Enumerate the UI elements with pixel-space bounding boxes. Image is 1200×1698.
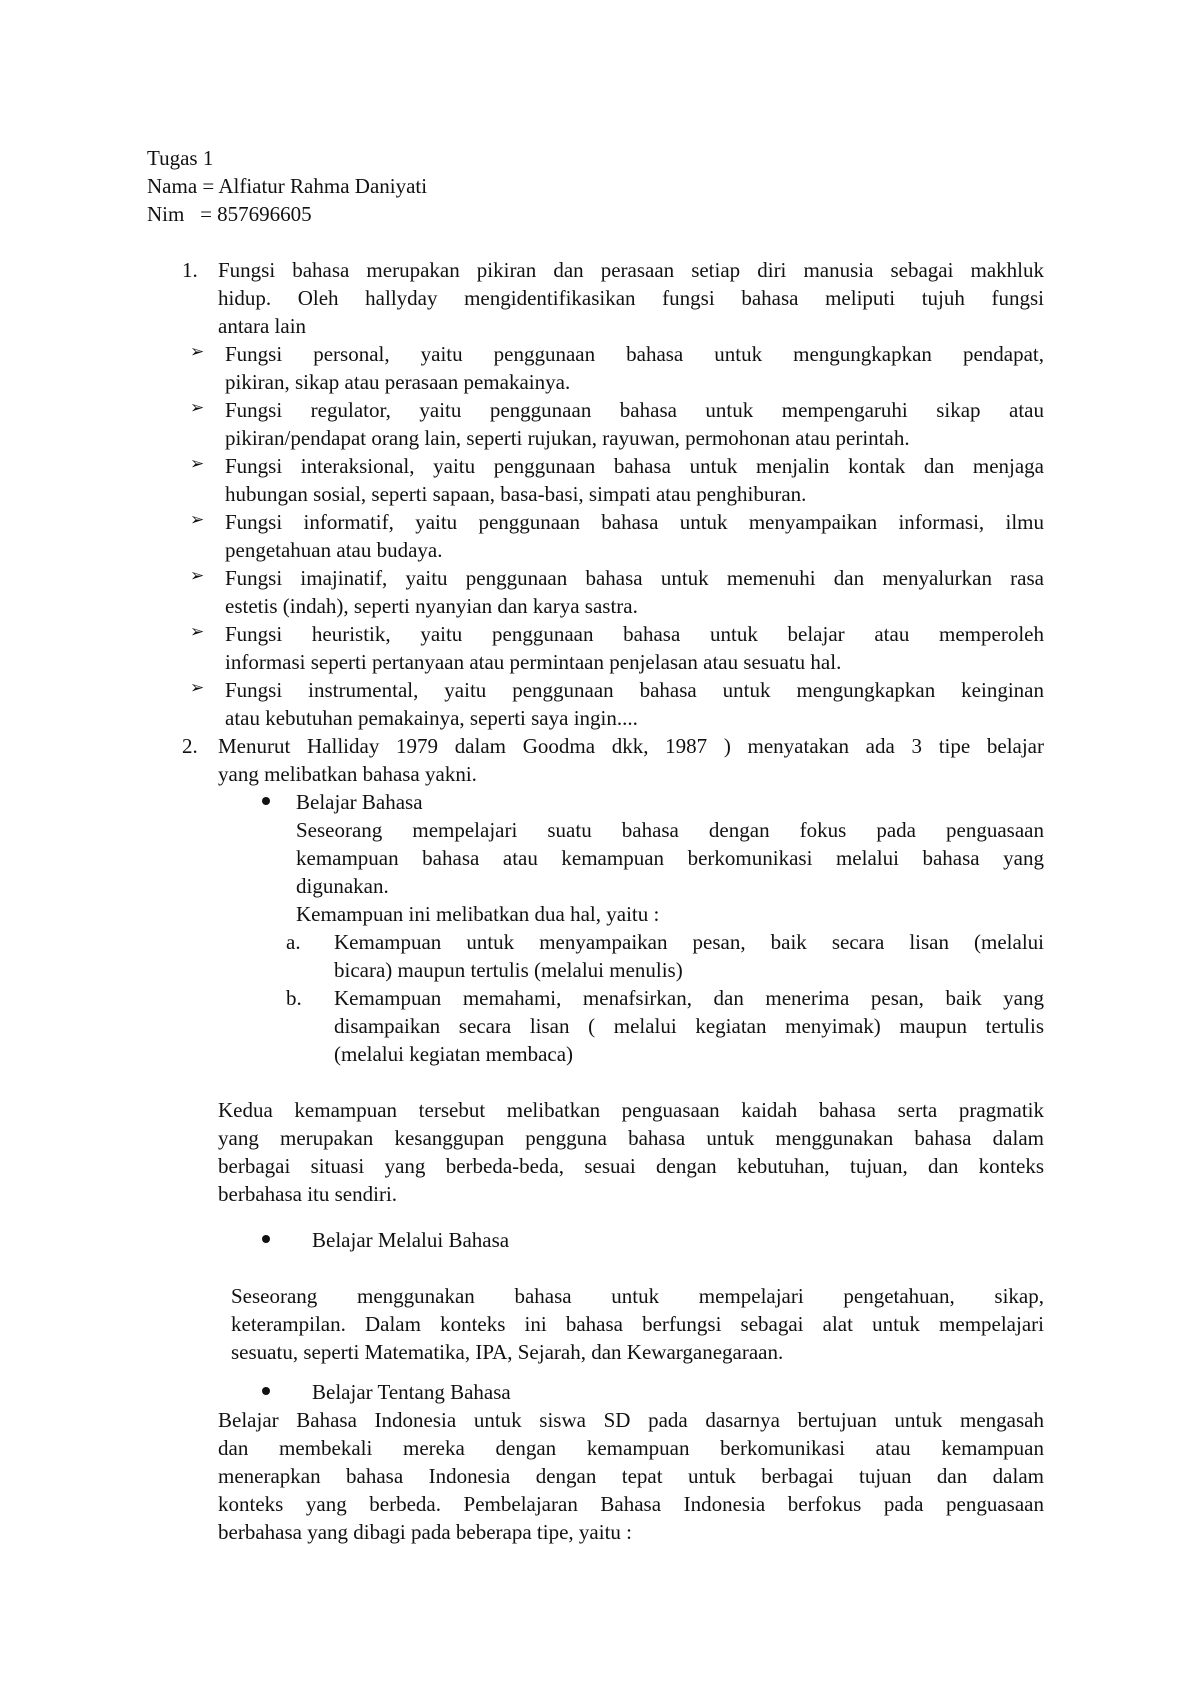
function-imajinatif-line: estetis (indah), seperti nyanyian dan karya sastra. (225, 594, 638, 618)
item-b-marker: b. (286, 986, 302, 1010)
question-1-number: 1. (182, 258, 198, 282)
type-1-desc-line: kemampuan bahasa atau kemampuan berkomunikasi melalui bahasa yang (296, 846, 1044, 870)
question-1-intro-line: antara lain (218, 314, 307, 338)
student-name: Nama = Alfiatur Rahma Daniyati (147, 174, 428, 198)
arrowhead-bullet-icon: ➢ (190, 510, 205, 530)
arrowhead-bullet-icon: ➢ (190, 678, 205, 698)
type-2-desc-line: keterampilan. Dalam konteks ini bahasa berfungsi sebagai alat untuk mempelajari (231, 1312, 1044, 1336)
item-a-marker: a. (286, 930, 301, 954)
function-heuristik-line: Fungsi heuristik, yaitu penggunaan bahasa untuk belajar atau memperoleh (225, 622, 1044, 646)
filled-circle-bullet-icon (262, 1387, 270, 1395)
function-interaksional-line: Fungsi interaksional, yaitu penggunaan bahasa untuk menjalin kontak dan menjaga (225, 454, 1044, 478)
function-personal-line: pikiran, sikap atau perasaan pemakainya. (225, 370, 571, 394)
type-3-desc-line: berbahasa yang dibagi pada beberapa tipe, yaitu : (218, 1520, 632, 1544)
type-3-desc-line: dan membekali mereka dengan kemampuan berkomunikasi atau kemampuan (218, 1436, 1044, 1460)
summary-paragraph-line: berbahasa itu sendiri. (218, 1182, 398, 1206)
type-2-desc-line: Seseorang menggunakan bahasa untuk mempelajari pengetahuan, sikap, (231, 1284, 1044, 1308)
type-3-heading: Belajar Tentang Bahasa (312, 1380, 511, 1404)
type-1-heading: Belajar Bahasa (296, 790, 423, 814)
type-3-desc-line: konteks yang berbeda. Pembelajaran Bahasa Indonesia berfokus pada penguasaan (218, 1492, 1044, 1516)
arrowhead-bullet-icon: ➢ (190, 454, 205, 474)
assignment-title: Tugas 1 (147, 146, 214, 170)
function-instrumental-line: Fungsi instrumental, yaitu penggunaan bahasa untuk mengungkapkan keinginan (225, 678, 1044, 702)
item-a-line: Kemampuan untuk menyampaikan pesan, baik secara lisan (melalui (334, 930, 1044, 954)
type-3-desc-line: menerapkan bahasa Indonesia dengan tepat untuk berbagai tujuan dan dalam (218, 1464, 1044, 1488)
arrowhead-bullet-icon: ➢ (190, 566, 205, 586)
arrowhead-bullet-icon: ➢ (190, 342, 205, 362)
function-personal-line: Fungsi personal, yaitu penggunaan bahasa untuk mengungkapkan pendapat, (225, 342, 1044, 366)
type-1-abilities-intro: Kemampuan ini melibatkan dua hal, yaitu : (296, 902, 660, 926)
filled-circle-bullet-icon (262, 1235, 270, 1243)
summary-paragraph-line: Kedua kemampuan tersebut melibatkan penguasaan kaidah bahasa serta pragmatik (218, 1098, 1044, 1122)
question-2-intro-line: Menurut Halliday 1979 dalam Goodma dkk, 1987 ) menyatakan ada 3 tipe belajar (218, 734, 1044, 758)
type-2-heading: Belajar Melalui Bahasa (312, 1228, 510, 1252)
function-interaksional-line: hubungan sosial, seperti sapaan, basa-basi, simpati atau penghiburan. (225, 482, 807, 506)
type-1-desc-line: digunakan. (296, 874, 389, 898)
student-nim: Nim = 857696605 (147, 202, 312, 226)
item-b-line: disampaikan secara lisan ( melalui kegiatan menyimak) maupun tertulis (334, 1014, 1044, 1038)
function-informatif-line: pengetahuan atau budaya. (225, 538, 443, 562)
type-1-desc-line: Seseorang mempelajari suatu bahasa dengan fokus pada penguasaan (296, 818, 1044, 842)
question-1-intro-line: hidup. Oleh hallyday mengidentifikasikan fungsi bahasa meliputi tujuh fungsi (218, 286, 1044, 310)
question-1-intro-line: Fungsi bahasa merupakan pikiran dan perasaan setiap diri manusia sebagai makhluk (218, 258, 1044, 282)
summary-paragraph-line: berbagai situasi yang berbeda-beda, sesuai dengan kebutuhan, tujuan, dan konteks (218, 1154, 1044, 1178)
function-informatif-line: Fungsi informatif, yaitu penggunaan bahasa untuk menyampaikan informasi, ilmu (225, 510, 1044, 534)
arrowhead-bullet-icon: ➢ (190, 622, 205, 642)
arrowhead-bullet-icon: ➢ (190, 398, 205, 418)
function-imajinatif-line: Fungsi imajinatif, yaitu penggunaan bahasa untuk memenuhi dan menyalurkan rasa (225, 566, 1044, 590)
question-2-intro-line: yang melibatkan bahasa yakni. (218, 762, 477, 786)
question-2-number: 2. (182, 734, 198, 758)
type-3-desc-line: Belajar Bahasa Indonesia untuk siswa SD pada dasarnya bertujuan untuk mengasah (218, 1408, 1044, 1432)
filled-circle-bullet-icon (262, 797, 270, 805)
summary-paragraph-line: yang merupakan kesanggupan pengguna bahasa untuk menggunakan bahasa dalam (218, 1126, 1044, 1150)
type-2-desc-line: sesuatu, seperti Matematika, IPA, Sejarah, dan Kewarganegaraan. (231, 1340, 784, 1364)
function-regulator-line: pikiran/pendapat orang lain, seperti rujukan, rayuwan, permohonan atau perintah. (225, 426, 910, 450)
function-regulator-line: Fungsi regulator, yaitu penggunaan bahasa untuk mempengaruhi sikap atau (225, 398, 1044, 422)
function-instrumental-line: atau kebutuhan pemakainya, seperti saya ingin.... (225, 706, 638, 730)
function-heuristik-line: informasi seperti pertanyaan atau permintaan penjelasan atau sesuatu hal. (225, 650, 842, 674)
item-b-line: Kemampuan memahami, menafsirkan, dan menerima pesan, baik yang (334, 986, 1044, 1010)
item-b-line: (melalui kegiatan membaca) (334, 1042, 574, 1066)
item-a-line: bicara) maupun tertulis (melalui menulis) (334, 958, 683, 982)
